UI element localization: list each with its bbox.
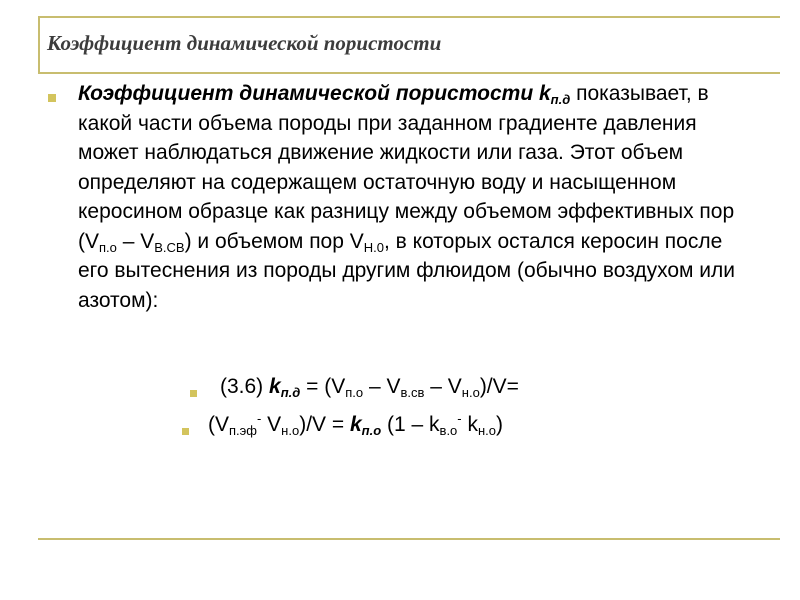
bullet-marker-eq2: [182, 428, 189, 435]
eq2-k: k: [349, 413, 362, 436]
eq2-t5: k: [461, 413, 478, 436]
eq1-t2: – V: [363, 375, 401, 398]
eq2-s1: п.эф: [229, 423, 257, 438]
paragraph-dash: – V: [116, 229, 155, 253]
eq2-t1: (V: [208, 413, 229, 436]
subscript-po: п.о: [99, 239, 117, 255]
eq1-k-sub: п.д: [280, 385, 301, 400]
bullet-marker-eq1: [190, 390, 197, 397]
eq2-s2: н.о: [281, 423, 300, 438]
eq2-sup2: -: [457, 411, 462, 426]
eq2-s3: в.о: [439, 423, 458, 438]
eq2-sup1: -: [256, 411, 262, 426]
eq2-s4: н.о: [477, 423, 496, 438]
eq2-t2: V: [261, 413, 282, 436]
title-bottom-rule: [38, 72, 780, 74]
eq1-s2: в.св: [400, 385, 425, 400]
lead-subscript: п.д: [550, 92, 571, 107]
eq1-s3: н.о: [461, 385, 480, 400]
title-top-rule: [38, 16, 780, 18]
paragraph-text-rest: , в которых остался керосин после его вытеснения из породы другим флюидом (обычно воздухом или азотом):: [78, 229, 736, 312]
title-left-rule: [38, 18, 40, 72]
paragraph-text-mid: ) и объемом пор V: [184, 229, 364, 253]
eq2-t6: ): [496, 413, 503, 436]
subscript-h0: Н.0: [363, 239, 384, 255]
eq2-t4: (1 – k: [381, 413, 440, 436]
paragraph-text-1: показывает, в какой части объема породы при заданном градиенте давления может наблюдаться движение жидкости или газа. Этот объем определяют на содержащем остаточную воду и насыщенном керосином образце как разницу между объемом эффективных пор (V: [78, 82, 735, 253]
eq1-k: k: [269, 375, 281, 398]
eq1-number: (3.6): [220, 375, 270, 398]
equation-3-6: [220, 372, 519, 402]
eq1-t3: – V: [424, 375, 462, 398]
equation-continuation: [208, 410, 503, 440]
definition-paragraph: [78, 79, 738, 315]
eq1-s1: п.о: [345, 385, 364, 400]
footer-rule: [38, 538, 780, 540]
eq2-t3: )/V =: [299, 413, 350, 436]
subscript-vsv: В.СВ: [154, 239, 185, 255]
eq2-k-sub: п.о: [361, 423, 382, 438]
bullet-marker: [48, 94, 56, 102]
slide-title: Коэффициент динамической пористости: [47, 31, 442, 55]
eq1-t4: )/V=: [479, 375, 519, 398]
eq1-t1: = (V: [300, 375, 346, 398]
paragraph-lead: Коэффициент динамической пористости k: [78, 82, 551, 105]
